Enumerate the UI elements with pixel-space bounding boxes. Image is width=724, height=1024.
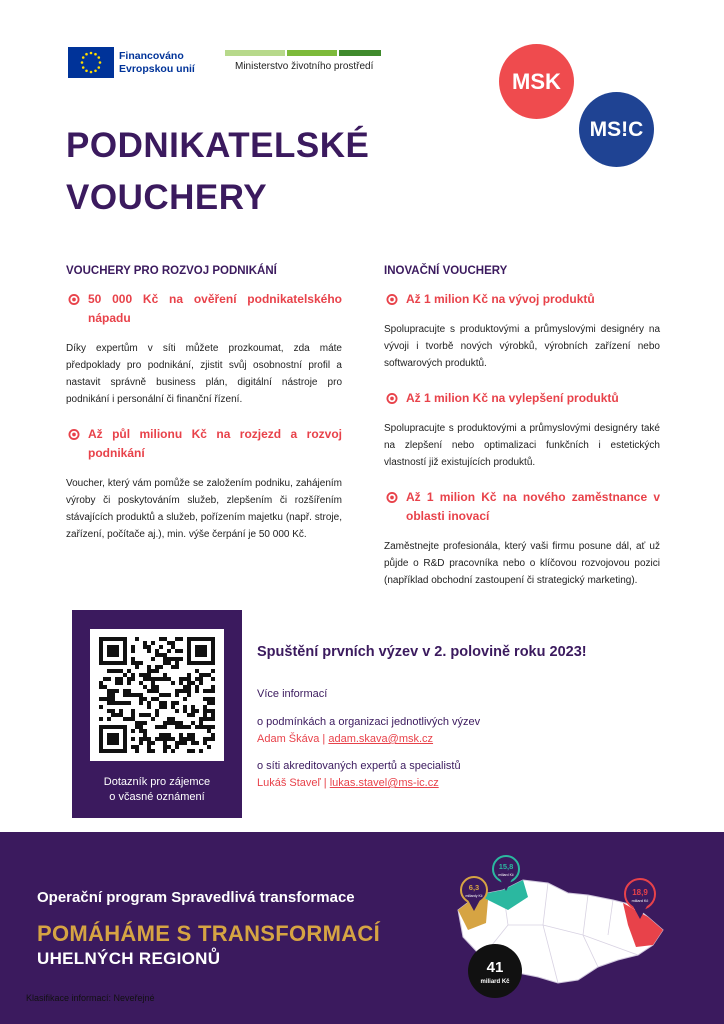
msk-logo: MSK (499, 44, 574, 119)
svg-text:miliard Kč: miliard Kč (631, 899, 649, 903)
ministry-label: Ministerstvo životního prostředí (235, 61, 374, 72)
czech-map-graphic (448, 855, 688, 1005)
section-heading: INOVAČNÍ VOUCHERY (384, 265, 508, 277)
contact1 (257, 731, 433, 748)
contact2 (257, 775, 439, 792)
svg-text:miliard Kč: miliard Kč (498, 873, 514, 877)
innovation-vouchers-section (384, 265, 660, 606)
launch-headline: Spuštění prvních výzev v 2. polovině roku 2023! (257, 644, 587, 660)
qr-code-icon[interactable] (90, 629, 224, 761)
bullet-icon (384, 294, 400, 305)
contact2-email-link[interactable]: lukas.stavel@ms-ic.cz (329, 777, 439, 789)
ministry-logo-bars (225, 50, 381, 56)
svg-text:15,8: 15,8 (498, 862, 514, 871)
msic-logo: MS!C (579, 92, 654, 167)
voucher-description: Díky expertům v síti můžete prozkoumat, zda máte předpoklady pro podnikání, zjistit svůj osobnostní profil a nastavit správně business plán, digitální nástroje pro podnikání i personální či finanční řízení. (66, 343, 342, 405)
eu-flag-icon (68, 47, 114, 78)
voucher-title: Až 1 milion Kč na vylepšení produktů (384, 389, 660, 408)
page-title (66, 120, 486, 224)
slogan-line2: UHELNÝCH REGIONŮ (37, 949, 221, 968)
more-info-label: Více informací (257, 688, 328, 700)
slogan-line1: POMÁHÁME S TRANSFORMACÍ (37, 921, 381, 946)
svg-text:miliardy Kč: miliardy Kč (465, 894, 483, 898)
voucher-title: 50 000 Kč na ověření podnikatelského nápadu (66, 290, 342, 328)
eu-line2: Evropskou unií (119, 63, 195, 75)
svg-text:18,9: 18,9 (632, 888, 648, 897)
eu-funding-label (119, 50, 199, 76)
section-heading: VOUCHERY PRO ROZVOJ PODNIKÁNÍ (66, 265, 277, 277)
voucher-description: Zaměstnejte profesionála, který vaši firmu posune dál, ať už půjde o R&D pracovníka nebo o klíčovou rozvojovou pozici (například obchodní zastoupení či strategický marketing). (384, 541, 660, 586)
voucher-description: Spolupracujte s produktovými a průmyslovými designéry také na zlepšení nebo optimalizaci funkčních i estetických vlastností již existujících produktů. (384, 423, 660, 468)
bullet-icon (66, 294, 82, 305)
voucher-title: Až půl milionu Kč na rozjezd a rozvoj podnikání (66, 425, 342, 463)
contact2-name: Lukáš Staveľ | (257, 777, 327, 789)
title-line2: VOUCHERY (66, 178, 268, 217)
title-line1: PODNIKATELSKÉ (66, 126, 370, 165)
voucher-title: Až 1 milion Kč na vývoj produktů (384, 290, 660, 309)
voucher-title: Až 1 milion Kč na nového zaměstnance v oblasti inovací (384, 488, 660, 526)
voucher-description: Spolupracujte s produktovými a průmyslovými designéry na vývoji i tvorbě nových výrobků, výrobních zařízení nebo softwarových produktů. (384, 324, 660, 369)
contact1-name: Adam Škáva | (257, 733, 326, 745)
total-badge (468, 944, 522, 998)
svg-text:6,3: 6,3 (468, 883, 480, 892)
eu-line1: Financováno (119, 50, 184, 62)
voucher-description: Voucher, který vám pomůže se založením podniku, zahájením výroby či poskytováním služeb, zlepšením či rozšířením stávajících produktů a služeb, pořízením majetku (např. stroje, zařízení, počítače aj.), min. výše čerpání je 50 000 Kč. (66, 478, 342, 540)
svg-text:miliard Kč: miliard Kč (480, 979, 510, 985)
business-vouchers-section (66, 265, 342, 560)
qr-caption: Dotazník pro zájemce o včasné oznámení (103, 776, 211, 803)
svg-text:41: 41 (486, 959, 504, 976)
contact1-description: o podmínkách a organizaci jednotlivých výzev (257, 716, 481, 728)
bullet-icon (384, 492, 400, 503)
contact2-description: o síti akreditovaných expertů a specialistů (257, 760, 461, 772)
contact1-email-link[interactable]: adam.skava@msk.cz (328, 733, 434, 745)
bullet-icon (384, 393, 400, 404)
classification-label: Klasifikace informací: Neveřejné (26, 993, 155, 1003)
bullet-icon (66, 429, 82, 440)
program-title: Operační program Spravedlivá transformace (37, 889, 355, 906)
